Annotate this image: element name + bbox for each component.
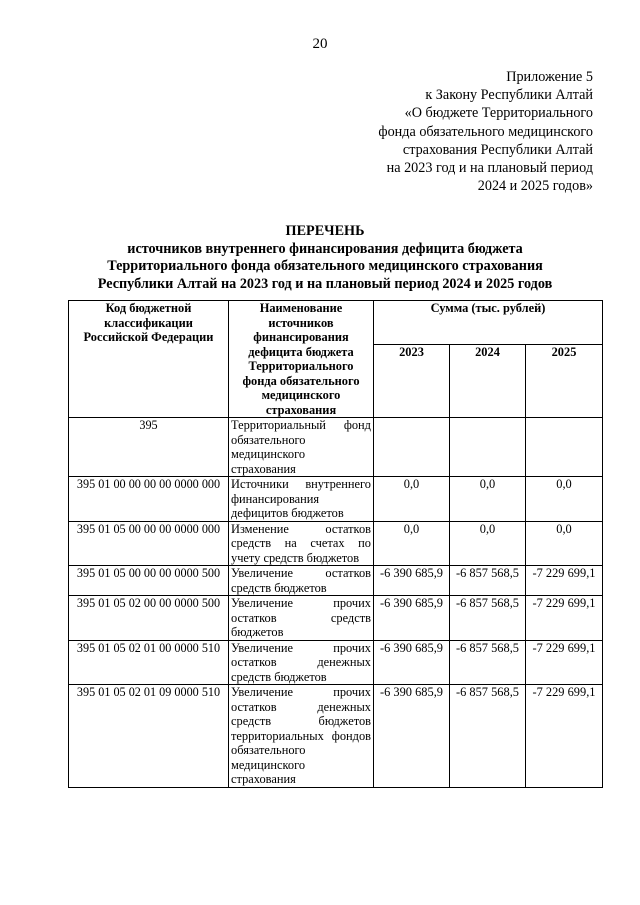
- row-name: Увеличение прочих остатков денежных средств бюджетов: [229, 640, 374, 685]
- row-value-2024: -6 857 568,5: [450, 596, 526, 641]
- row-value-2023: -6 390 685,9: [374, 566, 450, 596]
- row-value-2024: -6 857 568,5: [450, 566, 526, 596]
- appendix-line: 2024 и 2025 годов»: [477, 178, 593, 195]
- row-value-2023: -6 390 685,9: [374, 640, 450, 685]
- row-value-2023: 0,0: [374, 477, 450, 522]
- appendix-line: к Закону Республики Алтай: [425, 87, 593, 104]
- row-value-2023: -6 390 685,9: [374, 596, 450, 641]
- row-value-2023: -6 390 685,9: [374, 685, 450, 788]
- document-title: [60, 223, 590, 293]
- page-number: 20: [312, 36, 328, 52]
- row-value-2025: -7 229 699,1: [526, 685, 603, 788]
- row-value-2025: -7 229 699,1: [526, 596, 603, 641]
- sources-table: [68, 300, 603, 788]
- appendix-block: [378, 68, 593, 195]
- header-year-2025: 2025: [526, 345, 603, 418]
- title-line: Республики Алтай на 2023 год и на плановый период 2024 и 2025 годов: [97, 275, 553, 292]
- header-code: Код бюджетной классификации Российской Федерации: [69, 301, 229, 418]
- row-value-2025: -7 229 699,1: [526, 640, 603, 685]
- row-name: Изменение остатков средств на счетах по учету средств бюджетов: [229, 521, 374, 566]
- table-row: [69, 418, 603, 477]
- header-name: Наименование источников финансирования дефицита бюджета Территориального фонда обязательного медицинского страхования: [229, 301, 374, 418]
- row-name: Увеличение прочих остатков средств бюджетов: [229, 596, 374, 641]
- table-row: [69, 685, 603, 788]
- row-code: 395 01 00 00 00 00 0000 000: [69, 477, 229, 522]
- row-value-2025: -7 229 699,1: [526, 566, 603, 596]
- header-year-2024: 2024: [450, 345, 526, 418]
- row-code: 395 01 05 02 01 09 0000 510: [69, 685, 229, 788]
- row-value-2023: 0,0: [374, 521, 450, 566]
- row-value-2024: -6 857 568,5: [450, 685, 526, 788]
- table-row: [69, 521, 603, 566]
- table-row: [69, 566, 603, 596]
- row-name: Территориальный фонд обязательного медицинского страхования: [229, 418, 374, 477]
- row-name: Источники внутреннего финансирования дефицитов бюджетов: [229, 477, 374, 522]
- row-code: 395 01 05 02 01 00 0000 510: [69, 640, 229, 685]
- title-main: ПЕРЕЧЕНЬ: [285, 223, 365, 239]
- header-sum: Сумма (тыс. рублей): [374, 301, 603, 345]
- row-value-2025: 0,0: [526, 521, 603, 566]
- row-value-2025: 0,0: [526, 477, 603, 522]
- row-code: 395 01 05 00 00 00 0000 000: [69, 521, 229, 566]
- appendix-line: Приложение 5: [506, 69, 593, 85]
- table-row: [69, 477, 603, 522]
- header-year-2023: 2023: [374, 345, 450, 418]
- row-value-2023: [374, 418, 450, 477]
- table-row: [69, 640, 603, 685]
- row-value-2025: [526, 418, 603, 477]
- row-code: 395 01 05 00 00 00 0000 500: [69, 566, 229, 596]
- row-code: 395: [69, 418, 229, 477]
- row-value-2024: 0,0: [450, 477, 526, 522]
- table-row: [69, 596, 603, 641]
- appendix-line: страхования Республики Алтай: [402, 141, 593, 158]
- title-line: источников внутреннего финансирования дефицита бюджета: [127, 240, 523, 257]
- row-value-2024: 0,0: [450, 521, 526, 566]
- appendix-line: на 2023 год и на плановый период: [386, 160, 593, 177]
- row-name: Увеличение прочих остатков денежных средств бюджетов территориальных фондов обязательного медицинского страхования: [229, 685, 374, 788]
- row-code: 395 01 05 02 00 00 0000 500: [69, 596, 229, 641]
- appendix-line: «О бюджете Территориального: [404, 105, 593, 122]
- title-line: Территориального фонда обязательного медицинского страхования: [107, 258, 543, 274]
- row-value-2024: [450, 418, 526, 477]
- row-name: Увеличение остатков средств бюджетов: [229, 566, 374, 596]
- row-value-2024: -6 857 568,5: [450, 640, 526, 685]
- appendix-line: фонда обязательного медицинского: [378, 123, 593, 140]
